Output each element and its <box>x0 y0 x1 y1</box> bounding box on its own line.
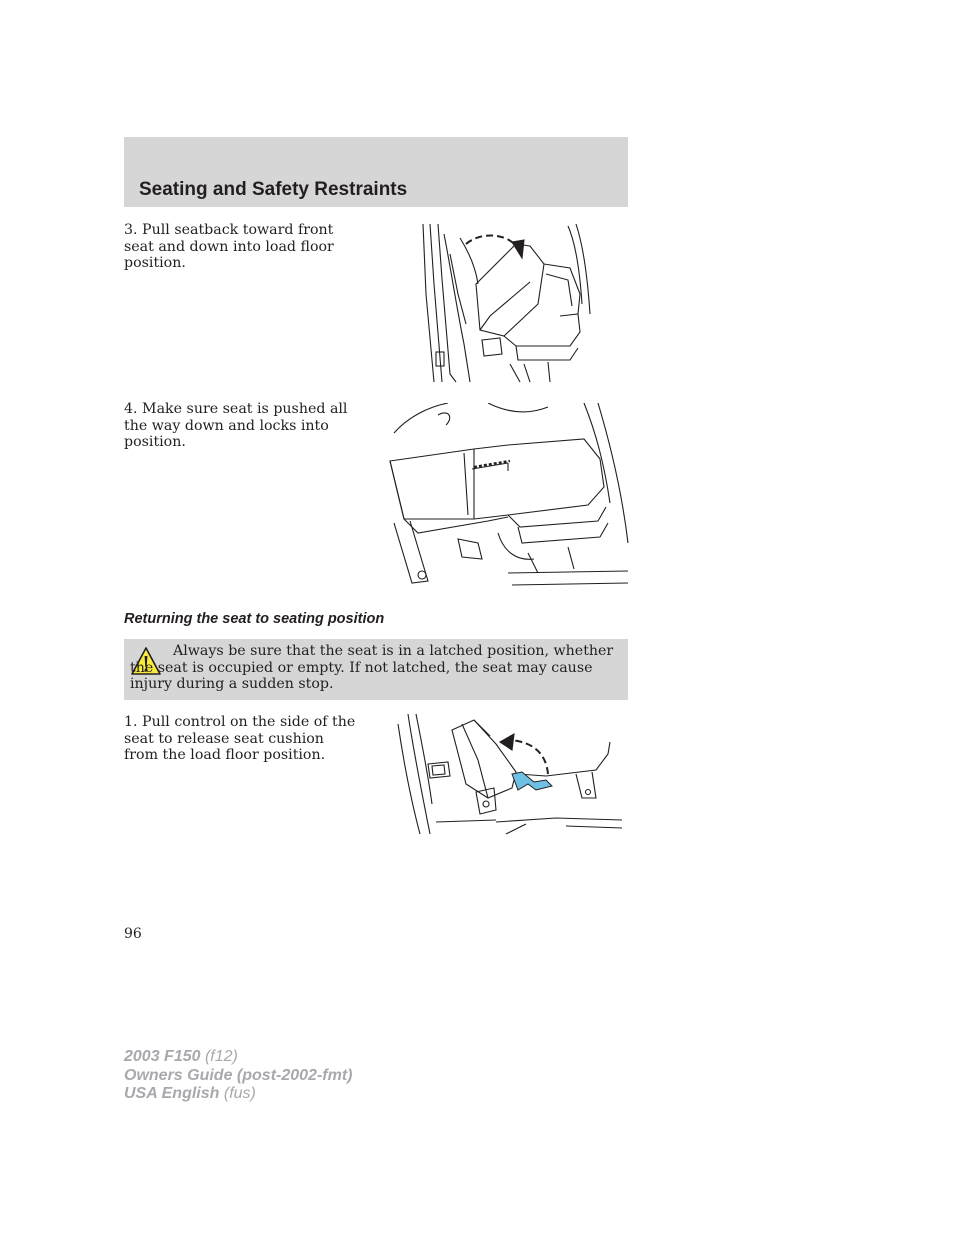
step-4-text: 4. Make sure seat is pushed all the way down and locks into position. <box>124 401 348 450</box>
step-3-text: 3. Pull seatback toward front seat and down into load floor position. <box>124 222 334 271</box>
document-footer <box>124 1048 352 1104</box>
release-control-illustration <box>396 714 624 836</box>
warning-text: Always be sure that the seat is in a latched position, whether the seat is occupied or empty. If not latched, the seat may cause injury during a sudden stop. <box>130 643 614 692</box>
footer-line-3: USA English (fus) <box>124 1085 256 1102</box>
header-band <box>124 137 628 207</box>
seatback-fold-illustration <box>420 224 592 384</box>
step-1-text: 1. Pull control on the side of the seat to release seat cushion from the load floor position. <box>124 714 356 763</box>
returning-seat-subheading: Returning the seat to seating position <box>124 611 385 627</box>
warning-box <box>124 639 628 700</box>
section-title: Seating and Safety Restraints <box>139 179 408 200</box>
page-number: 96 <box>124 926 142 942</box>
seat-locked-illustration <box>388 403 630 593</box>
footer-line-1: 2003 F150 (f12) <box>124 1048 238 1065</box>
footer-line-2: Owners Guide (post-2002-fmt) <box>124 1066 353 1084</box>
